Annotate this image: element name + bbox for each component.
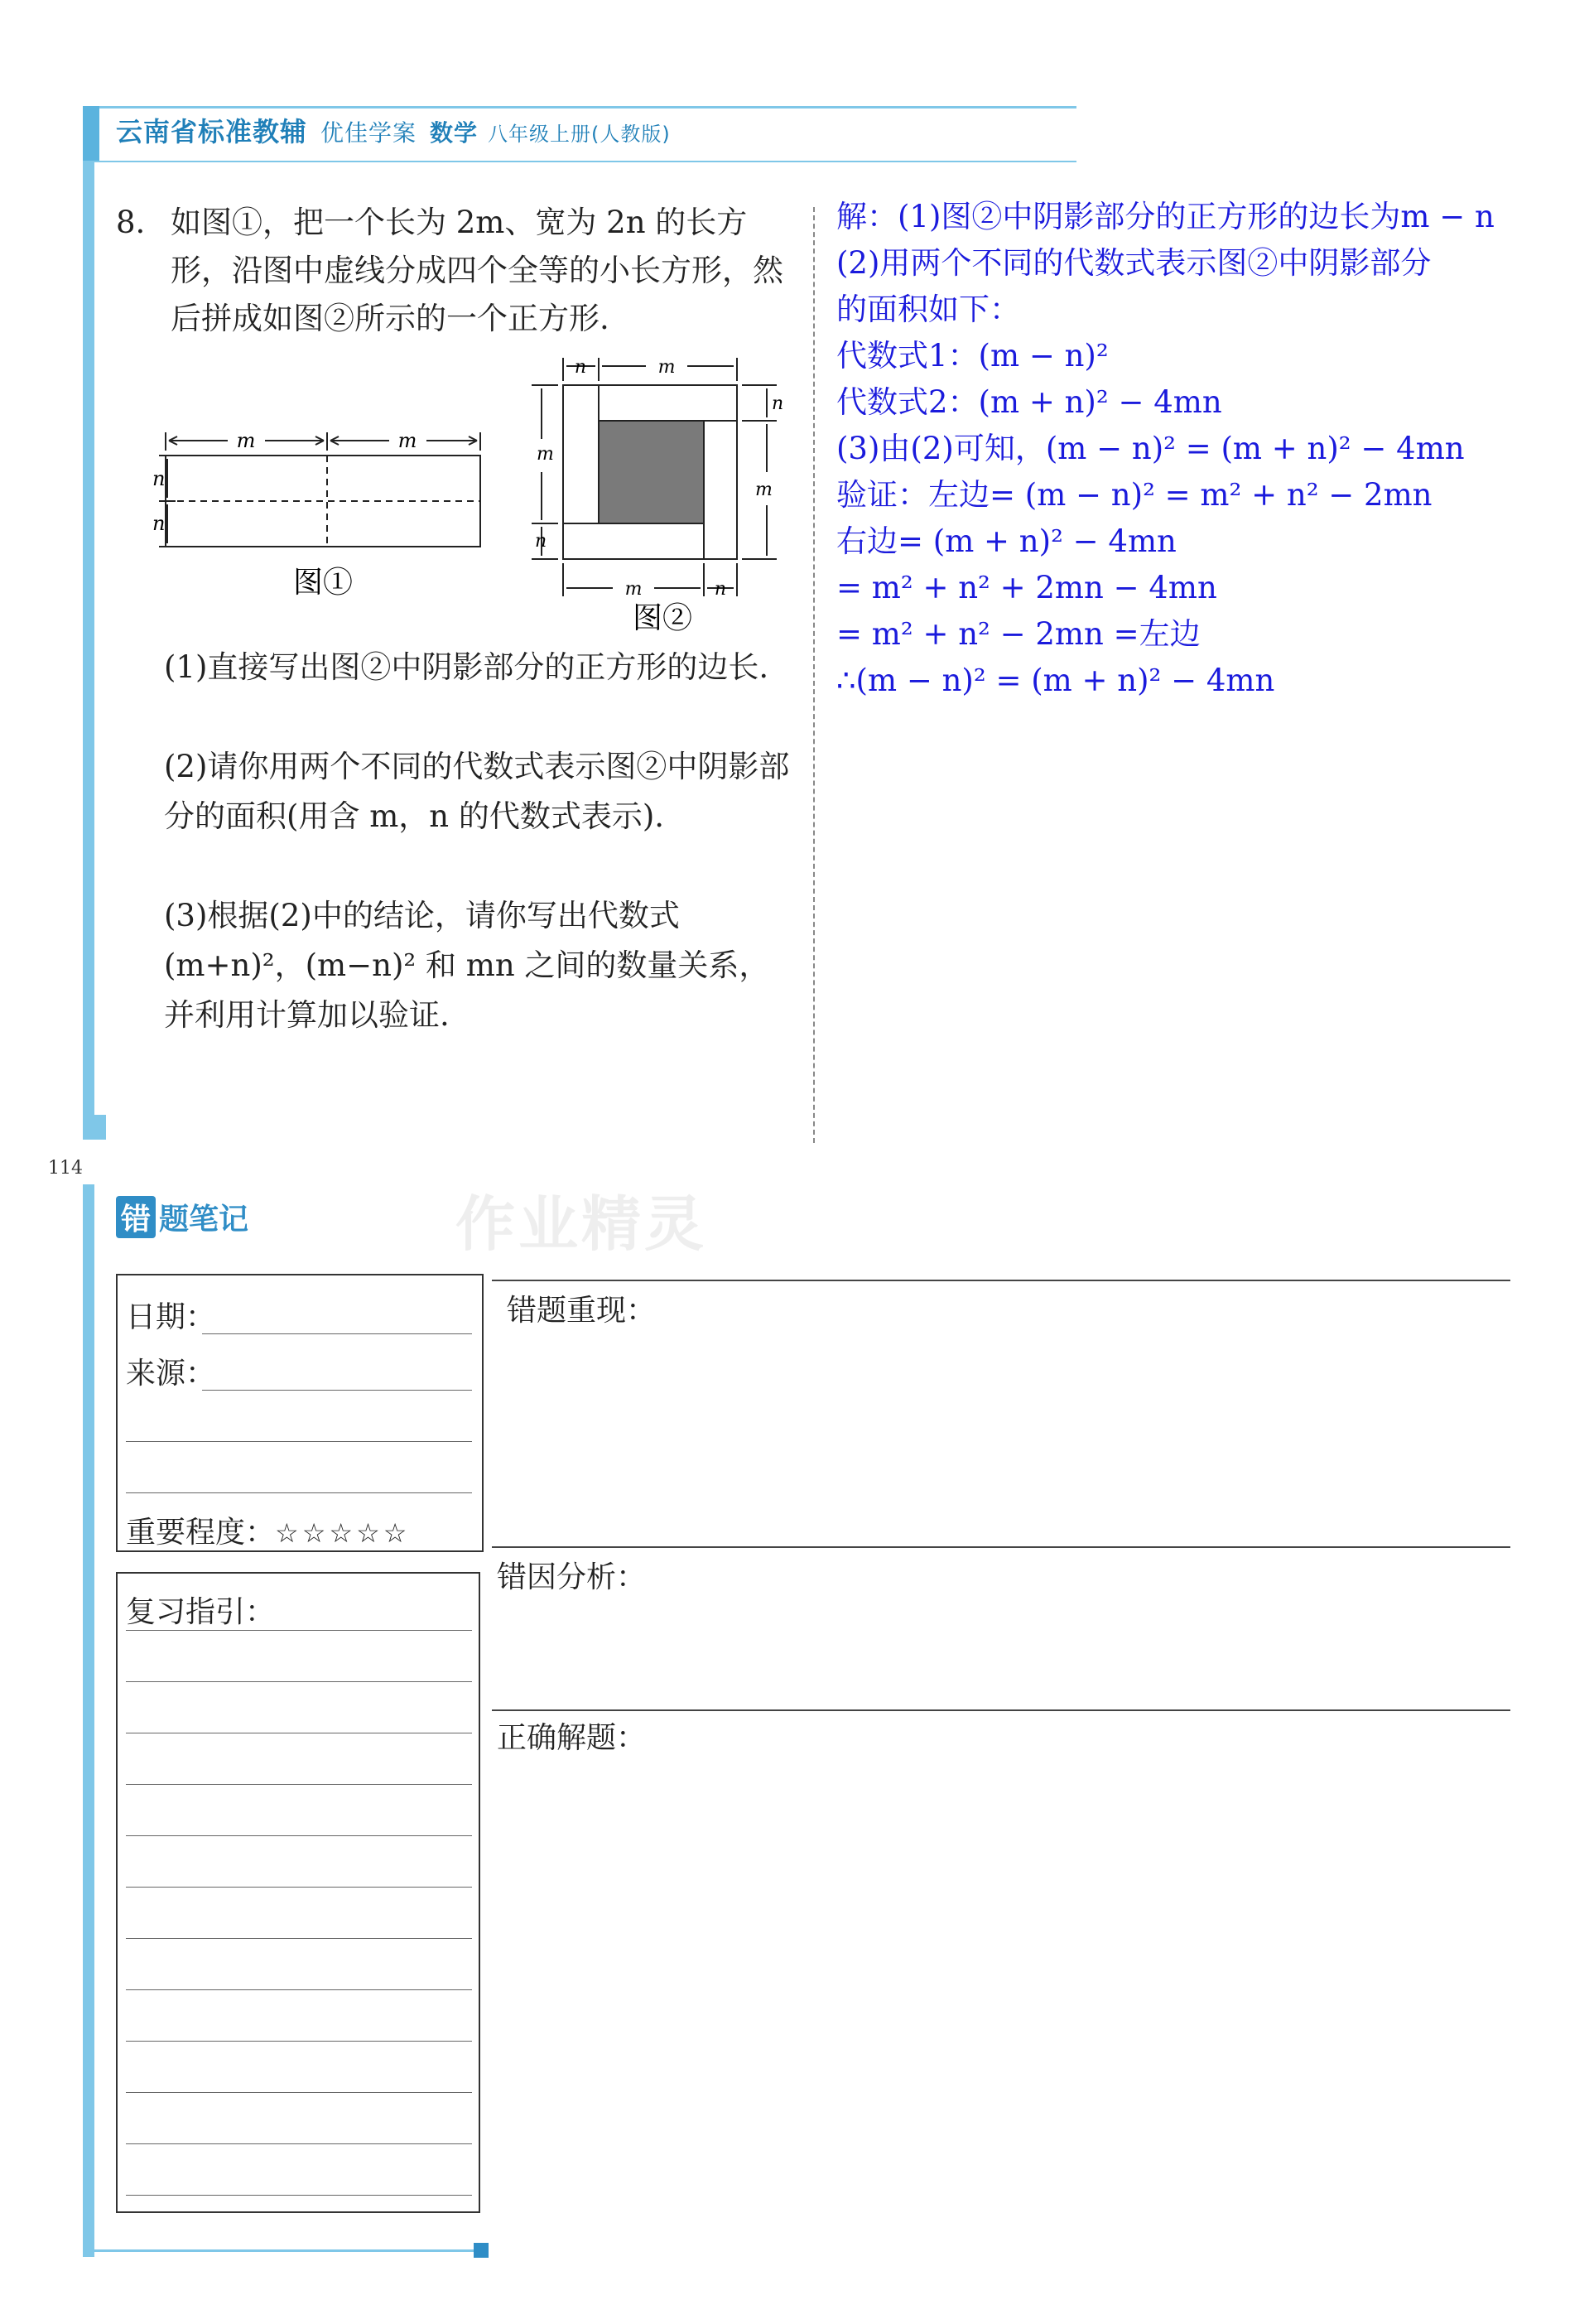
- answer-block: [836, 194, 1582, 704]
- answer-line: 代数式2：(m + n)² − 4mn: [836, 384, 1222, 420]
- review-line[interactable]: [126, 2041, 472, 2042]
- review-line[interactable]: [126, 2195, 472, 2196]
- header-tab-accent: [83, 106, 99, 162]
- importance-label: 重要程度：: [126, 1516, 276, 1550]
- answer-line: 解：(1)图②中阴影部分的正方形的边长为m − n: [836, 199, 1495, 234]
- header-top-rule: [83, 106, 1076, 108]
- fig1-m-label-1: m: [236, 429, 256, 452]
- review-line[interactable]: [126, 1784, 472, 1785]
- question-stem: [116, 199, 795, 343]
- header-subject: 数学: [430, 119, 479, 147]
- date-label: 日期：: [126, 1300, 216, 1334]
- fig2-n-left: n: [535, 531, 547, 552]
- source-line[interactable]: [202, 1390, 472, 1391]
- question-text: 如图①，把一个长为 2m、宽为 2n 的长方形，沿图中虚线分成四个全等的小长方形，然后拼成如图②所示的一个正方形.: [171, 205, 783, 336]
- answer-line: = m² + n² + 2mn − 4mn: [836, 570, 1217, 605]
- review-line[interactable]: [126, 1938, 472, 1939]
- header-bottom-rule: [83, 161, 1076, 162]
- question-number: 8.: [116, 205, 146, 240]
- fig1-m-label-2: m: [397, 429, 417, 452]
- answer-line: (3)由(2)可知，(m − n)² = (m + n)² − 4mn: [836, 431, 1465, 466]
- reproduce-top-rule: [492, 1280, 1510, 1281]
- fig2-caption: 图②: [632, 601, 693, 635]
- review-line[interactable]: [126, 1681, 472, 1682]
- side-accent-bar-lower: [83, 1184, 94, 2257]
- subquestion-3: (3)根据(2)中的结论，请你写出代数式 (m+n)²，(m−n)² 和 mn 之间的数量关系，并利用计算加以验证.: [164, 898, 770, 1033]
- header-book: 优佳学案: [320, 119, 417, 147]
- column-divider: [813, 207, 815, 1143]
- importance-row: [126, 1509, 410, 1551]
- answer-line: 的面积如下：: [836, 292, 1020, 327]
- header-series: 云南省标准教辅: [116, 116, 308, 147]
- source-label: 来源：: [126, 1357, 216, 1391]
- review-line[interactable]: [126, 2143, 472, 2144]
- figure-1: [152, 422, 505, 613]
- subquestion-2: (2)请你用两个不同的代数式表示图②中阴影部分的面积(用含 m，n 的代数式表示).: [164, 749, 790, 834]
- importance-stars[interactable]: ☆☆☆☆☆: [275, 1517, 411, 1549]
- page-number: 114: [48, 1158, 83, 1179]
- solution-top-rule: [492, 1709, 1510, 1711]
- review-line[interactable]: [126, 2092, 472, 2093]
- answer-line: (2)用两个不同的代数式表示图②中阴影部分: [836, 245, 1432, 281]
- fig2-m-left: m: [537, 444, 554, 465]
- answer-line: 验证：左边= (m − n)² = m² + n² − 2mn: [836, 477, 1433, 513]
- footer-square: [474, 2243, 489, 2258]
- subquestion-1: (1)直接写出图②中阴影部分的正方形的边长.: [164, 649, 769, 685]
- answer-line: 右边= (m + n)² − 4mn: [836, 523, 1177, 559]
- watermark: 作业精灵: [455, 1189, 708, 1259]
- reproduce-label: 错题重现：: [507, 1294, 657, 1328]
- analysis-top-rule: [492, 1546, 1510, 1548]
- page-header: [116, 111, 671, 149]
- notes-title: [116, 1196, 248, 1238]
- solution-label: 正确解题：: [497, 1721, 647, 1755]
- source-line-2[interactable]: [126, 1441, 472, 1442]
- answer-line: ∴(m − n)² = (m + n)² − 4mn: [836, 663, 1275, 698]
- fig2-n-top: n: [574, 357, 587, 378]
- answer-line: 代数式1：(m − n)²: [836, 338, 1109, 374]
- review-line[interactable]: [126, 1989, 472, 1990]
- side-accent-tab: [83, 1115, 106, 1140]
- fig2-m-right: m: [755, 480, 773, 500]
- fig2-n-right: n: [772, 393, 784, 414]
- answer-line: = m² + n² − 2mn =左边: [836, 616, 1201, 652]
- side-accent-bar: [83, 162, 94, 1115]
- footer-rule: [83, 2249, 480, 2252]
- review-label: 复习指引：: [126, 1595, 276, 1629]
- review-line[interactable]: [126, 1630, 472, 1631]
- analysis-label: 错因分析：: [497, 1560, 647, 1594]
- header-grade: 八年级上册(人教版): [488, 123, 671, 146]
- fig2-n-bottom: n: [714, 579, 727, 600]
- fig2-m-bottom: m: [624, 579, 643, 600]
- fig1-n-label-1: n: [152, 467, 166, 490]
- figure-2: [530, 348, 795, 646]
- review-guide-box: [116, 1572, 480, 2213]
- fig2-m-top: m: [657, 357, 676, 378]
- review-line[interactable]: [126, 1887, 472, 1888]
- notes-title-text: 题笔记: [159, 1203, 249, 1237]
- notes-title-badge: 错: [116, 1196, 156, 1238]
- fig2-shaded-square: [600, 422, 703, 523]
- review-line[interactable]: [126, 1835, 472, 1836]
- source-line-3[interactable]: [126, 1492, 472, 1493]
- fig1-n-label-2: n: [152, 512, 166, 535]
- fig1-caption: 图①: [292, 566, 354, 600]
- date-line[interactable]: [202, 1333, 472, 1334]
